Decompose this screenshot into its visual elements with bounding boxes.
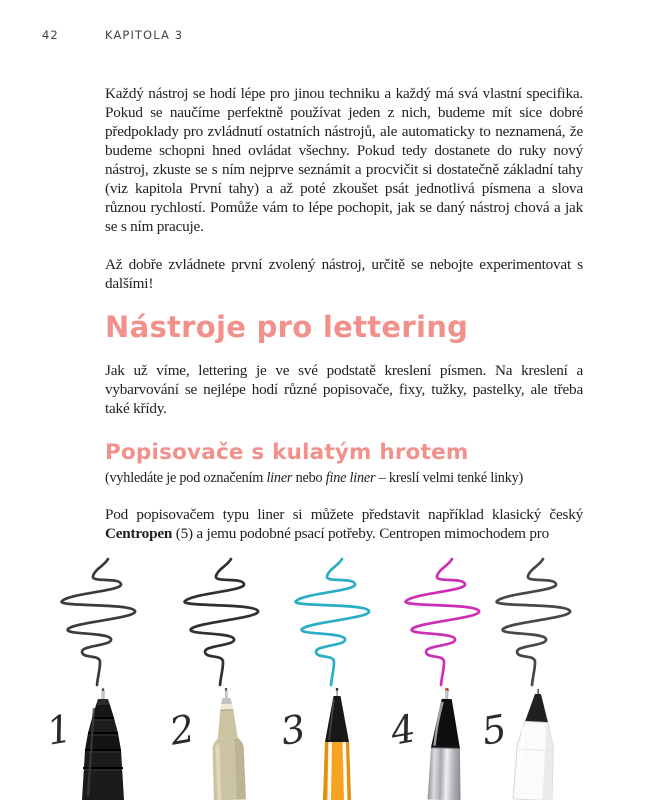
paragraph-tools-intro: Každý nástroj se hodí lépe pro jinou techniku a každý má svá vlastní specifika. Pokud se naučíme perfektně používat jeden z nich, budeme mít sice dobré předpoklady pro zvládnutí ostatních nástrojů, ale automaticky to neznamená, že budeme schopni hned ovládat všechny. Pokud tedy dostanete do ruky nový nástroj, zkuste se s ním nejprve seznámit a procvičit si dostatečně základní tahy (viz kapitola První tahy) a až poté zkoušet psát jednotlivá písmena a slova různou rychlostí. Pomůže vám to lépe pochopit, jak se daný nástroj chová a jak se s ním pracuje. [105,85,583,235]
pen-khaki-fineliner [166,688,286,800]
pen-figure-5 [478,552,598,800]
ink-squiggle [480,556,596,688]
pen-number: 5 [478,706,510,754]
pen-figure-3 [277,552,397,800]
chapter-label: KAPITOLA 3 [105,28,184,42]
pen-number: 4 [387,706,419,754]
pen-number: 2 [166,706,198,754]
page-number: 42 [42,28,59,42]
pen-black-fineliner [43,688,163,800]
paragraph-text: Pod popisovačem typu liner si můžete představit například klasický český [105,505,583,523]
pens-photo [0,552,661,800]
section-heading: Nástroje pro lettering [105,310,469,344]
pen-figure-1 [43,552,163,800]
note-term-liner: liner [266,469,293,486]
subsection-heading: Popisovače s kulatým hrotem [105,439,469,465]
pen-number: 3 [277,706,309,754]
ink-squiggle [279,556,395,688]
brand-centropen: Centropen [105,524,173,542]
pen-figure-2 [166,552,286,800]
note-text: – kreslí velmi tenké linky) [375,469,524,486]
pen-white-fineliner [478,688,598,800]
paragraph-centropen [105,505,583,543]
note-text: (vyhledáte je pod označením [105,469,267,486]
note-text: nebo [292,469,326,486]
pen-number: 1 [43,706,75,754]
ink-squiggle [168,556,284,688]
page-body [105,84,583,543]
paragraph-text: (5) a jemu podobné psací potřeby. Centropen mimochodem pro [172,524,550,542]
note-term-fine-liner: fine liner [325,469,376,486]
ink-squiggle [45,556,161,688]
paragraph-lettering-drawing: Jak už víme, lettering je ve své podstatě kreslení písmen. Na kreslení a vybarvování se nejlépe hodí různé popisovače, fixy, tužky, pastelky, ale třeba také křídy. [105,361,583,417]
pen-orange-fineliner [277,688,397,800]
paragraph-experiment: Až dobře zvládnete první zvolený nástroj, určitě se nebojte experimentovat s dalšími! [105,256,583,292]
subsection-note [105,469,583,488]
